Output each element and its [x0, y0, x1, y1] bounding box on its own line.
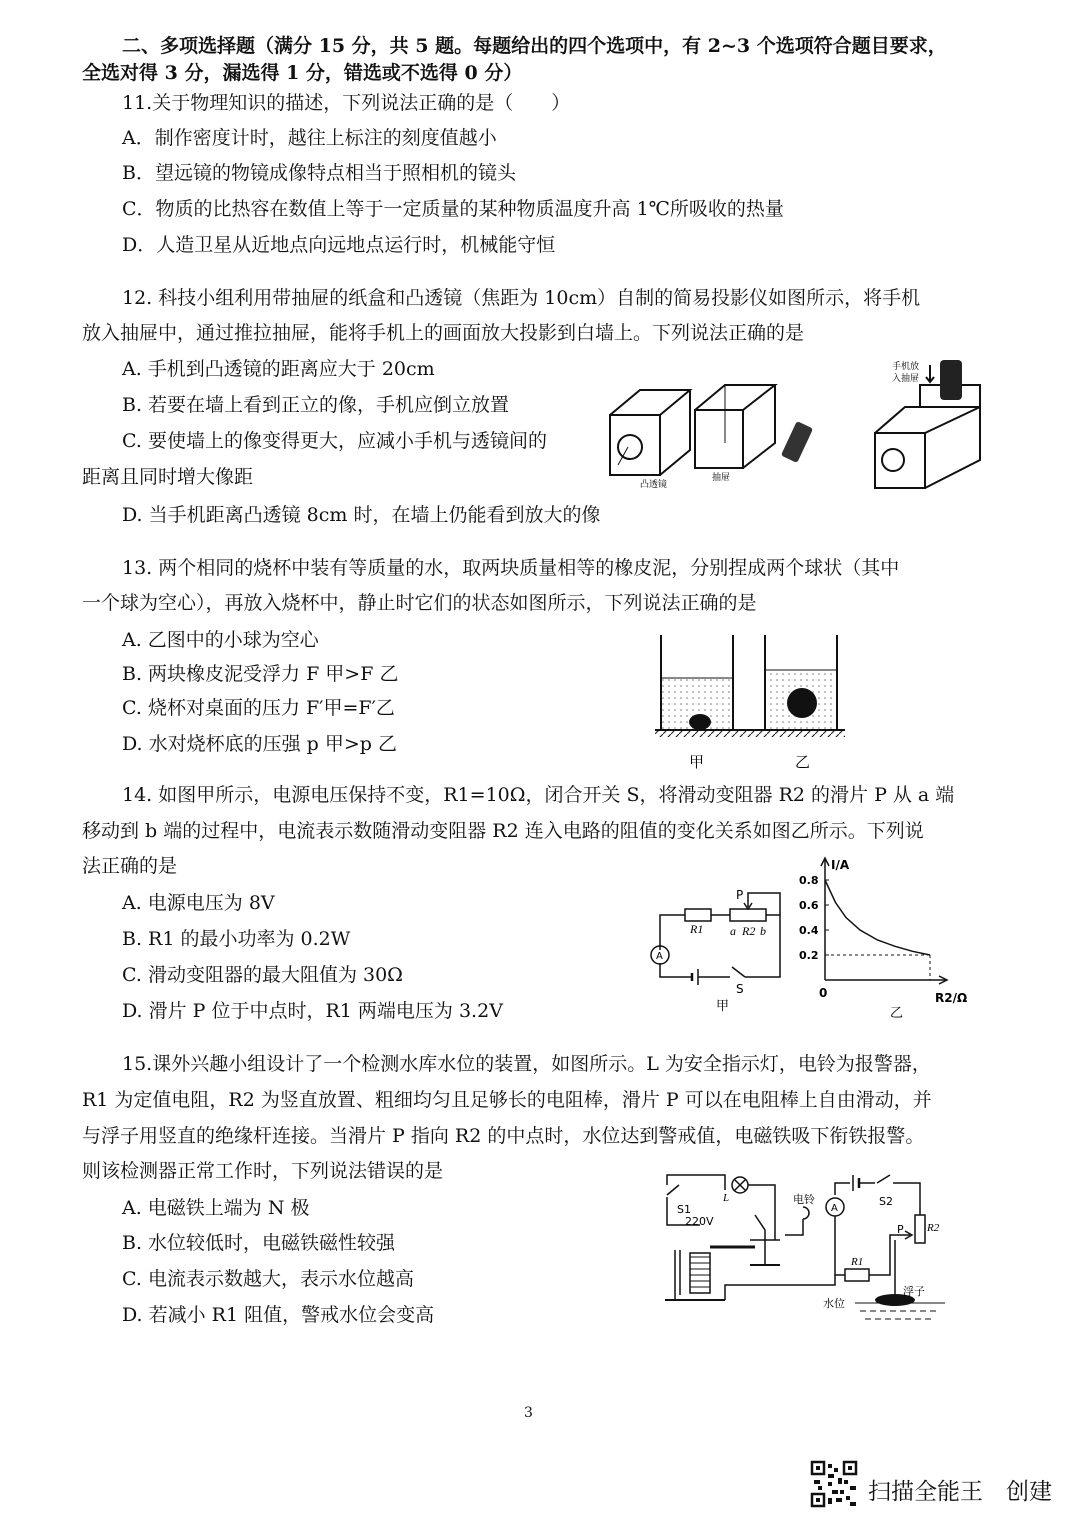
q11-option-c: C．物质的比热容在数值上等于一定质量的某种物质温度升高 1℃所吸收的热量 — [122, 198, 784, 220]
q15-stem-3: 与浮子用竖直的绝缘杆连接。当滑片 P 指向 R2 的中点时，水位达到警戒值，电磁铁吸下衔铁报警。 — [82, 1125, 925, 1147]
q15-option-c: C. 电流表示数越大，表示水位越高 — [122, 1268, 414, 1290]
label-yi: 乙 — [795, 753, 811, 771]
q15-stem-1: 15.课外兴趣小组设计了一个检测水库水位的装置，如图所示。L 为安全指示灯，电铃为报警器， — [122, 1053, 931, 1075]
ammeter-label: A — [831, 1203, 838, 1214]
q12-option-a: A. 手机到凸透镜的距离应大于 20cm — [122, 358, 435, 380]
current-curve — [825, 880, 930, 955]
q12-stem-1: 12. 科技小组利用带抽屉的纸盒和凸透镜（焦距为 10cm）自制的简易投影仪如图所示，将手机 — [122, 287, 921, 309]
switch-s2 — [877, 1175, 890, 1183]
resistor-r2-rod — [915, 1215, 925, 1243]
q14-circuit-figure — [640, 885, 790, 1015]
label-s2: S2 — [879, 1195, 893, 1208]
label-p: P — [897, 1223, 904, 1236]
q13-option-b: B. 两块橡皮泥受浮力 F 甲>F 乙 — [122, 663, 399, 685]
q15-stem-4: 则该检测器正常工作时，下列说法错误的是 — [82, 1160, 444, 1182]
q14-stem-2: 移动到 b 端的过程中，电流表示数随滑动变阻器 R2 连入电路的阻值的变化关系如图乙所示。下列说 — [82, 820, 924, 842]
beaker-jia — [661, 635, 733, 730]
table-surface — [655, 730, 845, 737]
q12-projector-figure — [600, 355, 990, 495]
q13-option-d: D. 水对烧杯底的压强 p 甲>p 乙 — [122, 733, 397, 755]
bell — [803, 1207, 809, 1219]
label-220v: 220V — [685, 1215, 714, 1228]
q13-stem-2: 一个球为空心），再放入烧杯中，静止时它们的状态如图所示，下列说法正确的是 — [82, 592, 757, 614]
q13-beaker-figure — [655, 630, 855, 775]
q12-stem-2: 放入抽屉中，通过推拉抽屉，能将手机上的画面放大投影到白墙上。下列说法正确的是 — [82, 322, 805, 344]
q11-stem: 11.关于物理知识的描述，下列说法正确的是（ ） — [122, 92, 571, 114]
page-number: 3 — [524, 1405, 533, 1421]
label-p: P — [736, 888, 744, 902]
q14-option-b: B. R1 的最小功率为 0.2W — [122, 928, 351, 950]
qr-code-icon — [810, 1460, 858, 1508]
switch-s1 — [667, 1185, 679, 1195]
q14-option-c: C. 滑动变阻器的最大阻值为 30Ω — [122, 964, 403, 986]
rheostat-r2 — [730, 909, 766, 921]
phone-in-label-2: 入抽屉 — [892, 374, 920, 384]
section-title-line2: 全选对得 3 分，漏选得 1 分，错选或不选得 0 分） — [82, 62, 523, 84]
q14-stem-1: 14. 如图甲所示，电源电压保持不变，R1=10Ω，闭合开关 S，将滑动变阻器 R2 的滑片 P 从 a 端 — [122, 784, 955, 806]
label-yi: 乙 — [890, 1006, 904, 1021]
drawer — [695, 385, 775, 468]
label-s: S — [736, 982, 744, 996]
label-water-level: 水位 — [823, 1297, 845, 1310]
assembled-projector — [875, 385, 980, 488]
label-r2: R2 — [927, 1222, 940, 1234]
lens-label: 凸透镜 — [640, 480, 668, 490]
q12-option-b: B. 若要在墙上看到正立的像，手机应倒立放置 — [122, 394, 510, 416]
label-a: a — [730, 924, 736, 938]
label-b: b — [760, 924, 766, 938]
q11-option-d: D．人造卫星从近地点向远地点运行时，机械能守恒 — [122, 234, 556, 256]
q15-option-d: D. 若减小 R1 阻值，警戒水位会变高 — [122, 1304, 435, 1326]
ammeter-label: A — [656, 951, 663, 962]
q11-option-a: A．制作密度计时，越往上标注的刻度值越小 — [122, 127, 497, 149]
box-with-lens — [610, 390, 690, 475]
footer-watermark: 扫描全能王 创建 — [868, 1479, 1052, 1505]
q15-water-level-circuit — [655, 1165, 955, 1335]
q15-option-a: A. 电磁铁上端为 N 极 — [122, 1197, 310, 1219]
y-tick-label: 0.4 — [799, 924, 819, 937]
arrow-down-icon — [926, 365, 934, 382]
resistor-r1-q15 — [845, 1269, 869, 1281]
phone-insert — [940, 360, 962, 400]
resistor-r1 — [685, 909, 711, 921]
y-tick-label: 0.2 — [799, 949, 819, 962]
q15-option-b: B. 水位较低时，电磁铁磁性较强 — [122, 1232, 396, 1254]
label-bell: 电铃 — [793, 1193, 815, 1206]
section-title-line1: 二、多项选择题（满分 15 分，共 5 题。每题给出的四个选项中，有 2~3 个选项符合题目要求， — [122, 35, 947, 57]
q12-option-c-2: 距离且同时增大像距 — [82, 466, 254, 488]
q14-current-chart — [795, 855, 970, 1020]
origin-label: 0 — [819, 986, 828, 1000]
label-r1: R1 — [690, 922, 704, 936]
label-l: L — [723, 1192, 730, 1204]
phone — [781, 421, 813, 463]
q14-option-d: D. 滑片 P 位于中点时，R1 两端电压为 3.2V — [122, 1000, 503, 1022]
label-float: 浮子 — [903, 1285, 925, 1298]
label-jia: 甲 — [716, 999, 730, 1014]
phone-in-label-1: 手机放 — [892, 362, 920, 372]
label-jia: 甲 — [689, 753, 705, 771]
q12-option-c-1: C. 要使墙上的像变得更大，应减小手机与透镜间的 — [122, 430, 547, 452]
q15-stem-2: R1 为定值电阻，R2 为竖直放置、粗细均匀且足够长的电阻棒，滑片 P 可以在电阻棒上自由滑动，并 — [82, 1089, 932, 1111]
q11-option-b: B．望远镜的物镜成像特点相当于照相机的镜头 — [122, 162, 516, 184]
switch-s — [732, 967, 745, 977]
q13-stem-1: 13. 两个相同的烧杯中装有等质量的水，取两块质量相等的橡皮泥，分别捏成两个球状（其中 — [122, 557, 900, 579]
q14-option-a: A. 电源电压为 8V — [122, 892, 275, 914]
y-axis-label: I/A — [831, 858, 850, 872]
q12-option-d: D. 当手机距离凸透镜 8cm 时，在墙上仍能看到放大的像 — [122, 504, 601, 526]
beaker-yi — [765, 635, 837, 730]
q13-option-c: C. 烧杯对桌面的压力 F′甲=F′乙 — [122, 697, 395, 719]
x-axis-label: R2/Ω — [935, 991, 968, 1005]
q13-option-a: A. 乙图中的小球为空心 — [122, 629, 319, 651]
y-tick-label: 0.6 — [799, 899, 819, 912]
drawer-label: 抽屉 — [712, 473, 731, 483]
label-s1: S1 — [677, 1203, 691, 1216]
y-tick-label: 0.8 — [799, 874, 819, 887]
label-r1: R1 — [851, 1256, 864, 1268]
q14-stem-3: 法正确的是 — [82, 855, 178, 877]
label-r2: R2 — [742, 924, 756, 938]
